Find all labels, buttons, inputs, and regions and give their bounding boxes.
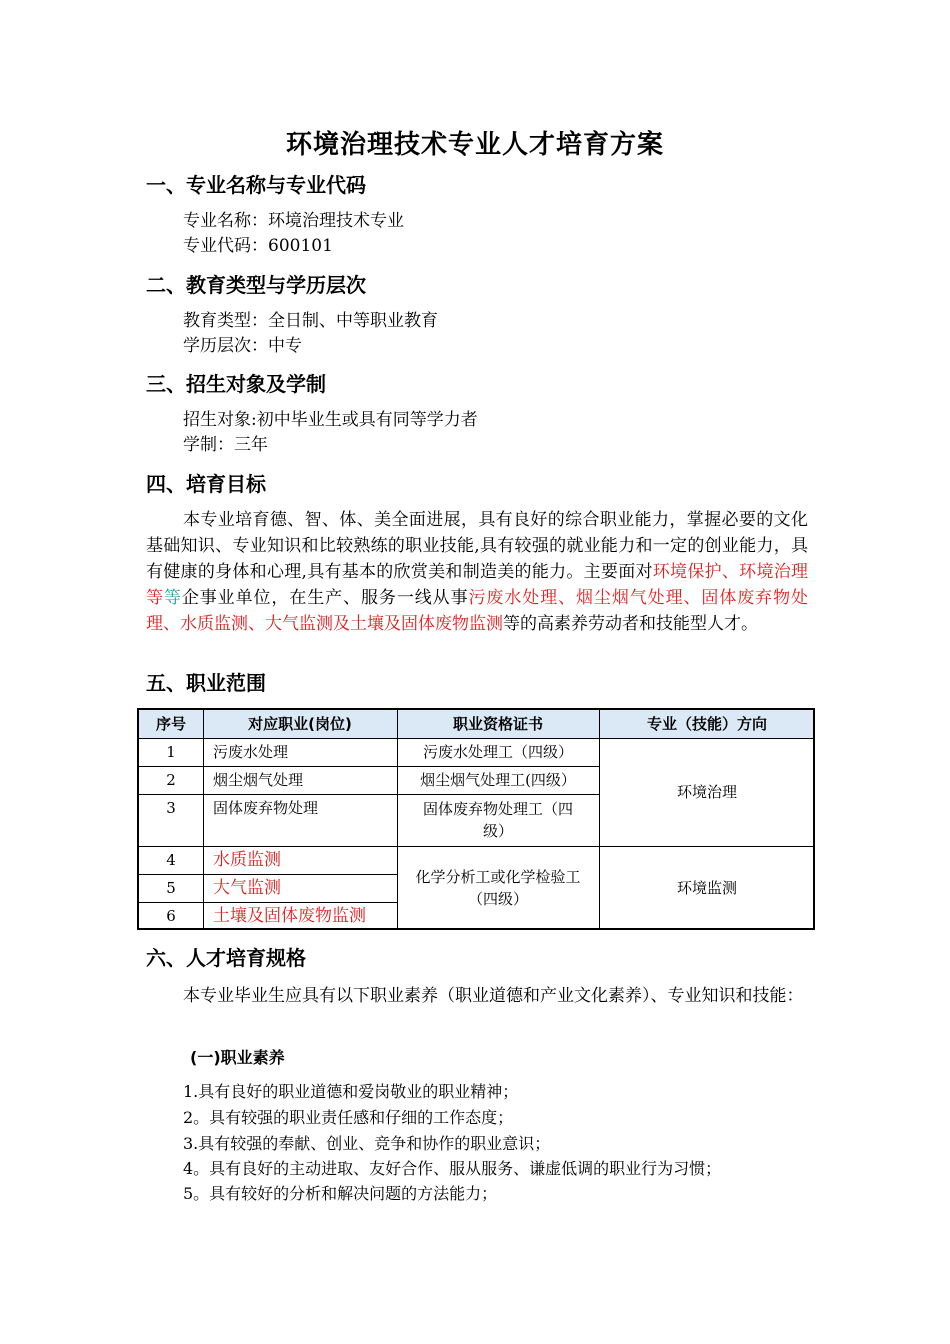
goal-text-1: 本专业培育德、智、体、美全面进展，具有良好的综合职业能力，掌握必要的文化基础知识、专业知识和比较熟练的职业技能,具有较强的就业能力和一定的创业能力，具有健康的身体和心理,具有基本的欣赏美和制造美的能力。主要面对 bbox=[146, 510, 808, 582]
section-heading-1: 一、专业名称与专业代码 bbox=[146, 173, 366, 197]
list-item: 5。具有较好的分析和解决问题的方法能力； bbox=[183, 1184, 498, 1203]
list-item: 3.具有较强的奉献、创业、竞争和协作的职业意识； bbox=[183, 1134, 551, 1153]
study-duration-line: 学制：三年 bbox=[183, 435, 268, 455]
row-job-cell: 大气监测 bbox=[213, 878, 281, 898]
row-cert-cell: 污废水处理工（四级） bbox=[422, 743, 573, 761]
header-cell-cert: 职业资格证书 bbox=[452, 715, 543, 733]
section-heading-2: 二、教育类型与学历层次 bbox=[146, 273, 366, 297]
section-heading-5: 五、职业范围 bbox=[146, 671, 266, 695]
career-scope-table bbox=[137, 708, 815, 930]
specification-intro: 本专业毕业生应具有以下职业素养（职业道德和产业文化素养）、专业知识和技能： bbox=[183, 986, 804, 1006]
goal-highlight-jobs: 污废水处理、烟尘烟气处理、固体废弃物处理、水质监测、大气监测及土壤及固体废物监测 bbox=[146, 588, 809, 634]
header-cell-no: 序号 bbox=[155, 715, 186, 733]
goal-text-3: 等的高素养劳动者和技能型人才。 bbox=[503, 614, 758, 634]
row-job-cell: 污废水处理 bbox=[213, 743, 289, 761]
row-no-cell: 3 bbox=[166, 799, 176, 817]
direction-cell-treatment: 环境治理 bbox=[676, 783, 737, 801]
row-no-cell: 2 bbox=[166, 771, 176, 789]
header-cell-direction: 专业（技能）方向 bbox=[646, 715, 767, 733]
row-no-cell: 5 bbox=[166, 879, 176, 897]
row-cert-cell: 固体废弃物处理工（四级） bbox=[422, 800, 573, 840]
row-job-cell: 固体废弃物处理 bbox=[213, 799, 319, 817]
subheading-professional-quality: (一)职业素养 bbox=[190, 1048, 285, 1067]
row-no-cell: 4 bbox=[166, 851, 176, 869]
row-job-cell: 水质监测 bbox=[213, 850, 281, 870]
row-job-cell: 土壤及固体废物监测 bbox=[213, 906, 366, 926]
goal-text-2: 企事业单位，在生产、服务一线从事 bbox=[181, 588, 469, 608]
row-cert-cell: 烟尘烟气处理工(四级） bbox=[420, 771, 576, 789]
major-code-line: 专业代码：600101 bbox=[183, 236, 333, 256]
row-no-cell: 6 bbox=[166, 907, 176, 925]
major-name-line: 专业名称：环境治理技术专业 bbox=[183, 211, 404, 231]
merged-cert-cell: 化学分析工或化学检验工（四级） bbox=[415, 868, 581, 908]
document-title: 环境治理技术专业人才培育方案 bbox=[285, 130, 664, 160]
section-heading-6: 六、人才培育规格 bbox=[146, 946, 306, 970]
list-item: 4。具有良好的主动进取、友好合作、服从服务、谦虚低调的职业行为习惯； bbox=[183, 1159, 722, 1178]
row-job-cell: 烟尘烟气处理 bbox=[213, 771, 304, 789]
education-level-line: 学历层次：中专 bbox=[183, 336, 302, 356]
header-cell-job: 对应职业(岗位) bbox=[248, 715, 352, 733]
goal-highlight-fields: 环境保护、环境治理等 bbox=[146, 562, 809, 608]
list-item: 2。具有较强的职业责任感和仔细的工作态度； bbox=[183, 1108, 514, 1127]
enrollment-target-line: 招生对象:初中毕业生或具有同等学力者 bbox=[183, 410, 478, 430]
row-no-cell: 1 bbox=[166, 743, 176, 761]
goal-highlight-teal: 等 bbox=[163, 588, 182, 608]
section-heading-4: 四、培育目标 bbox=[146, 472, 266, 496]
education-type-line: 教育类型：全日制、中等职业教育 bbox=[183, 311, 438, 331]
section-heading-3: 三、招生对象及学制 bbox=[146, 372, 326, 396]
direction-cell-monitoring: 环境监测 bbox=[676, 879, 737, 897]
training-goal-paragraph bbox=[146, 507, 808, 637]
list-item: 1.具有良好的职业道德和爱岗敬业的职业精神； bbox=[183, 1082, 519, 1101]
